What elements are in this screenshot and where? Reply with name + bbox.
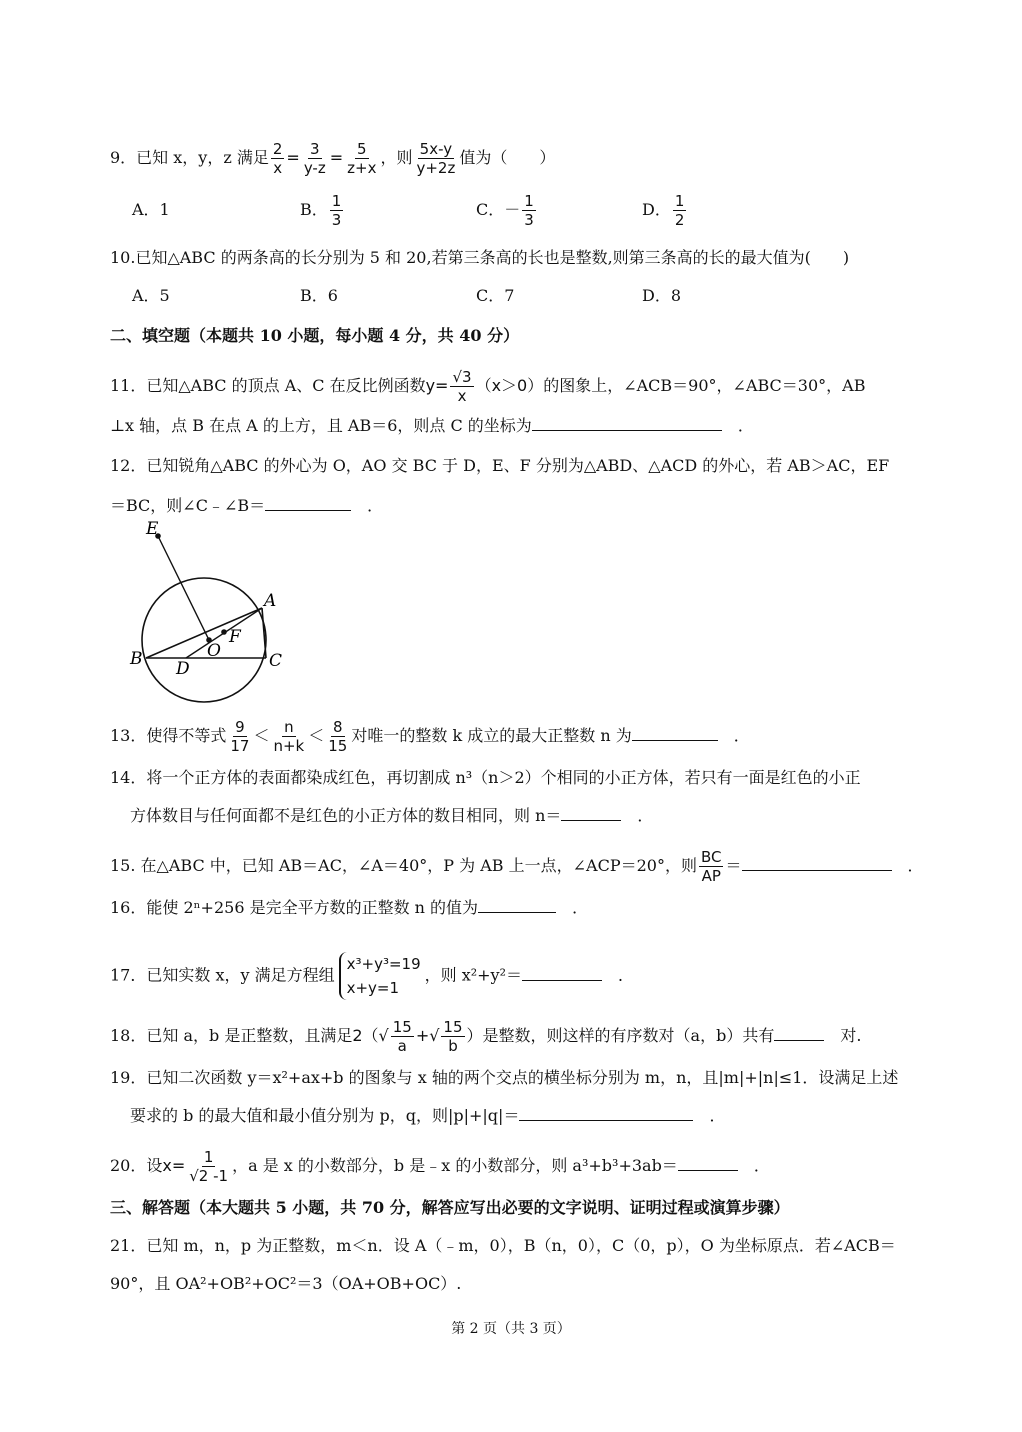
- q9-option-c: C．－ $\frac{1}{3}$: [476, 192, 534, 229]
- answer-blank[interactable]: [742, 856, 892, 871]
- segment-BA: [146, 608, 262, 658]
- question-12: 12．已知锐角△ABC 的外心为 O，AO 交 BC 于 D，E、F 分别为△ABD、△ACD 的外心，若 AB＞AC，EF: [110, 456, 890, 475]
- q9-option-a: A．1: [132, 200, 170, 219]
- section-3-heading: 三、解答题（本大题共 5 小题，共 70 分，解答应写出必要的文字说明、证明过程或演算步骤）: [110, 1198, 790, 1217]
- q10-option-c: C．7: [476, 286, 515, 305]
- question-11-line-2: ⊥x 轴，点 B 在点 A 的上方，且 AB＝6，则点 C 的坐标为 ．: [110, 416, 754, 435]
- question-10: 10.已知△ABC 的两条高的长分别为 5 和 20,若第三条高的长也是整数,则第三条高的长的最大值为( ): [110, 248, 850, 267]
- fraction: $\frac{2}{x}$: [272, 140, 283, 177]
- answer-blank[interactable]: [519, 1106, 693, 1121]
- question-17: 17．已知实数 x，y 满足方程组 x³+y³=19 x+y=1 ，则 x²+y²＝ ．: [110, 952, 634, 1000]
- fraction: $\frac{BC}{AP}$: [700, 848, 722, 885]
- question-18: 18．已知 a，b 是正整数，且满足2（√ $\frac{15}{a}$ +√ $\frac{15}{b}$ ）是整数，则这样的有序数对（a，b）共有 对.: [110, 1018, 862, 1055]
- question-21-line-2: 90°，且 OA²+OB²+OC²＝3（OA+OB+OC）.: [110, 1274, 462, 1293]
- page-footer: 第 2 页（共 3 页）: [451, 1321, 571, 1337]
- fraction: $\frac{5x-y}{y+2z}$: [416, 140, 456, 177]
- fraction: $\frac{8}{15}$: [328, 718, 348, 755]
- question-11: 11．已知△ABC 的顶点 A、C 在反比例函数y= $\frac{√3}{x}$ （x＞0）的图象上，∠ACB＝90°，∠ABC＝30°，AB: [110, 368, 866, 405]
- question-14-line-2: 方体数目与任何面都不是红色的小正方体的数目相同，则 n＝ ．: [130, 806, 654, 825]
- fraction: $\frac{1}{√2 -1}$: [189, 1148, 229, 1185]
- fraction: $\frac{√3}{x}$: [452, 368, 472, 405]
- label-E: E: [146, 519, 159, 539]
- fraction: $\frac{3}{y-z}$: [303, 140, 326, 177]
- q10-option-b: B．6: [300, 286, 338, 305]
- q9-prefix: 9．已知 x，y，z 满足: [110, 148, 269, 167]
- question-19: 19．已知二次函数 y＝x²+ax+b 的图象与 x 轴的两个交点的横坐标分别为 m，n，且|m|+|n|≤1．设满足上述: [110, 1068, 899, 1087]
- equation-system: x³+y³=19 x+y=1: [339, 952, 421, 1000]
- section-2-heading: 二、填空题（本题共 10 小题，每小题 4 分，共 40 分）: [110, 326, 520, 345]
- answer-blank[interactable]: [478, 898, 556, 913]
- answer-blank[interactable]: [774, 1026, 824, 1041]
- question-16: 16．能使 2ⁿ+256 是完全平方数的正整数 n 的值为 ．: [110, 898, 589, 917]
- label-B: B: [130, 649, 143, 669]
- question-15: 15. 在△ABC 中，已知 AB＝AC，∠A＝40°，P 为 AB 上一点，∠ACP＝20°，则 $\frac{BC}{AP}$ ＝ ．: [110, 848, 924, 885]
- label-F: F: [229, 627, 241, 647]
- fraction: $\frac{15}{a}$: [392, 1018, 412, 1055]
- question-21: 21．已知 m，n，p 为正整数，m＜n．设 A（﹣m，0），B（n，0），C（0，p），O 为坐标原点．若∠ACB＝: [110, 1236, 896, 1255]
- question-14: 14．将一个正方体的表面都染成红色，再切割成 n³（n＞2）个相同的小正方体，若只有一面是红色的小正: [110, 768, 861, 787]
- label-O: O: [207, 641, 221, 661]
- question-9: 9．已知 x，y，z 满足 $\frac{2}{x}$ = $\frac{3}{y-z}$ = $\frac{5}{z+x}$ ，则 $\frac{5x-y}{y+2z}$ 值为（ ）: [110, 140, 556, 177]
- question-19-line-2: 要求的 b 的最大值和最小值分别为 p，q，则|p|+|q|＝ ．: [130, 1106, 726, 1125]
- answer-blank[interactable]: [522, 966, 602, 981]
- answer-blank[interactable]: [265, 496, 351, 511]
- fraction: $\frac{9}{17}$: [230, 718, 250, 755]
- answer-blank[interactable]: [561, 806, 621, 821]
- segment-EO: [158, 536, 209, 640]
- answer-blank[interactable]: [678, 1156, 738, 1171]
- q9-option-b: B． $\frac{1}{3}$: [300, 192, 342, 229]
- q10-option-a: A．5: [132, 286, 170, 305]
- answer-blank[interactable]: [632, 726, 718, 741]
- question-12-line-2: ＝BC，则∠C﹣∠B＝ ．: [110, 496, 384, 515]
- geometry-figure: [128, 516, 298, 706]
- answer-blank[interactable]: [532, 416, 722, 431]
- fraction: $\frac{15}{b}$: [443, 1018, 463, 1055]
- fraction: $\frac{n}{n+k}$: [273, 718, 305, 755]
- label-D: D: [176, 659, 190, 679]
- question-13: 13．使得不等式 $\frac{9}{17}$ ＜ $\frac{n}{n+k}$ ＜ $\frac{8}{15}$ 对唯一的整数 k 成立的最大正整数 n 为 ．: [110, 718, 750, 755]
- label-A: A: [264, 591, 277, 611]
- fraction: $\frac{5}{z+x}$: [347, 140, 377, 177]
- question-20: 20．设x= $\frac{1}{√2 -1}$ ，a 是 x 的小数部分，b 是﹣x 的小数部分，则 a³+b³+3ab＝ ．: [110, 1148, 770, 1185]
- label-C: C: [269, 651, 283, 671]
- q10-option-d: D．8: [642, 286, 682, 305]
- circumcircle: [142, 578, 266, 702]
- q9-option-d: D． $\frac{1}{2}$: [642, 192, 685, 229]
- point-F: [221, 629, 227, 635]
